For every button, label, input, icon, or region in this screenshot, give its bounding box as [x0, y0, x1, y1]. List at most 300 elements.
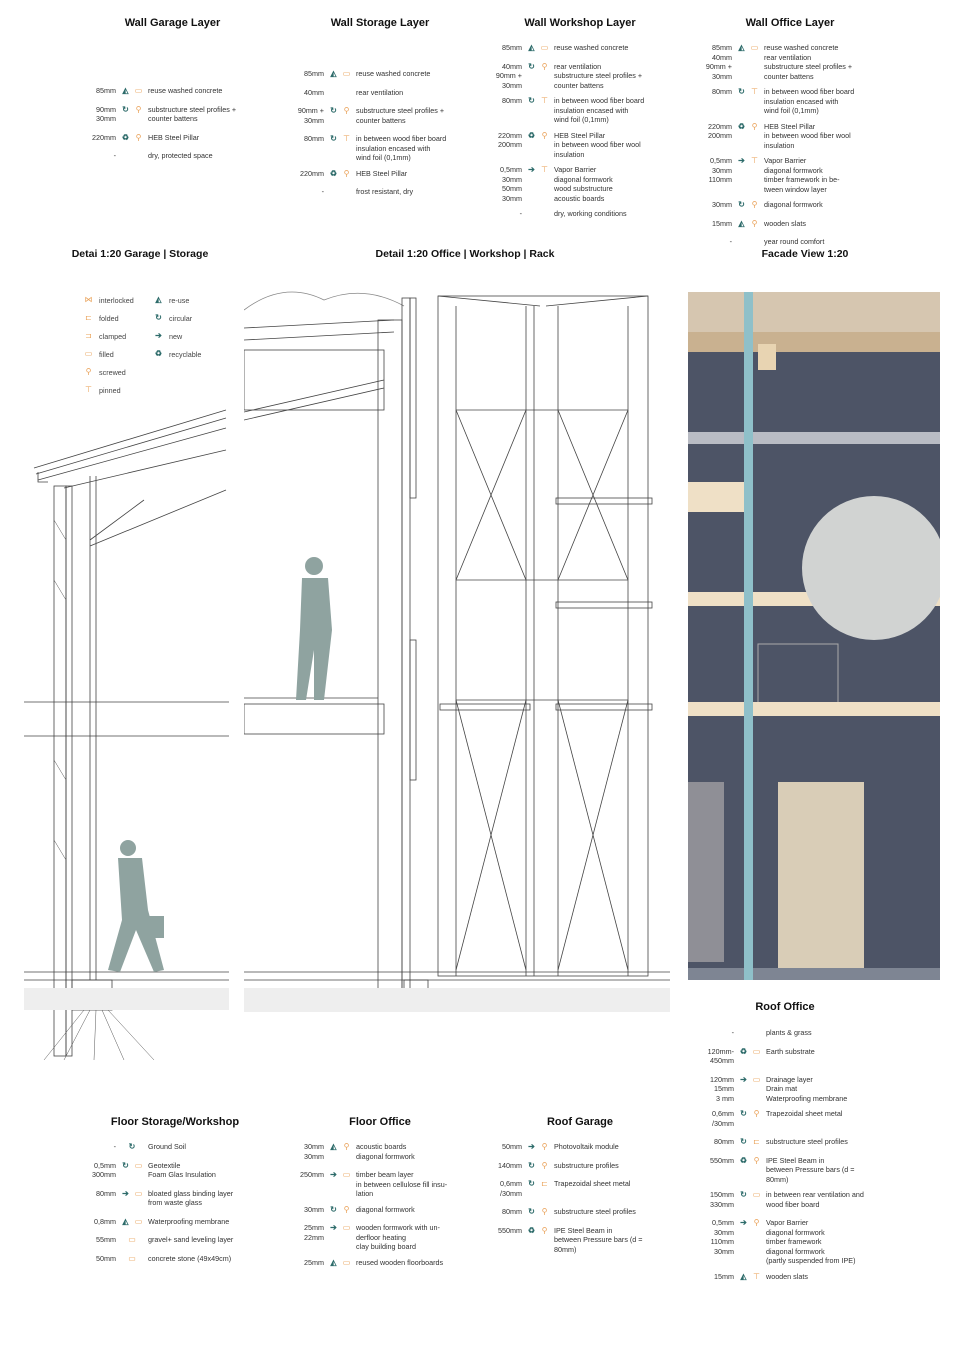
layer-thickness: 0,5mm 30mm 110mm [708, 156, 732, 184]
layer-row [700, 219, 910, 229]
reuse-icon: ◭ [528, 43, 535, 52]
layer-description: Drainage layer Drain mat Waterproofing membrane [766, 1074, 848, 1103]
new-icon: ➔ [740, 1218, 747, 1227]
legend-item: ↻ circular [155, 313, 193, 323]
layer-row [702, 1156, 912, 1185]
layer-thickness: - [519, 209, 522, 218]
layer-thickness: 55mm [96, 1235, 116, 1244]
layer-icons [116, 1161, 148, 1170]
filled-icon: ▭ [750, 43, 759, 52]
detail-office-title: Detail 1:20 Office | Workshop | Rack [375, 248, 555, 260]
facade-title: Facade View 1:20 [761, 248, 849, 260]
layer-row [292, 1170, 492, 1199]
circular-icon: ↻ [738, 200, 745, 209]
reuse-icon: ◭ [330, 1142, 337, 1151]
layer-row [702, 1218, 912, 1266]
layer-description: Earth substrate [766, 1046, 815, 1056]
layer-thickness: 220mm [92, 132, 116, 142]
layer-row [84, 105, 280, 124]
floor-office-title: Floor Office [349, 1116, 411, 1128]
screwed-icon: ⚲ [541, 130, 548, 140]
layer-thickness: 40mm 90mm + 30mm [495, 61, 522, 90]
layer-row [490, 165, 690, 203]
layer-description: diagonal formwork [764, 200, 823, 209]
legend-sustainability [154, 291, 201, 363]
floor-office-table [292, 1142, 492, 1276]
layer-icons [734, 1272, 766, 1281]
folded-icon: ⊏ [753, 1137, 760, 1146]
layer-icons [522, 1179, 554, 1188]
layer-thickness: 220mm [300, 168, 324, 178]
legend-item: ◭ re-use [155, 295, 190, 305]
layer-description: reuse washed concrete [554, 43, 629, 52]
layer-row [490, 1179, 690, 1198]
layer-description: wooden formwork with un- derfloor heating clay building board [356, 1223, 440, 1251]
layer-thickness: 550mm [498, 1225, 522, 1235]
wall-garage-title: Wall Garage Layer [124, 17, 221, 29]
new-icon: ➔ [738, 156, 745, 165]
wall-garage-table [84, 86, 280, 170]
layer-icons [732, 122, 764, 131]
reuse-icon: ◭ [330, 69, 337, 78]
layer-description: rear ventilation substructure steel profiles + counter battens [554, 61, 643, 90]
layer-row [490, 43, 690, 53]
layer-icons [522, 131, 554, 140]
layer-description: in between wood fiber board insulation encased with wind foil (0,1mm) [554, 96, 645, 124]
layer-row [84, 1254, 284, 1264]
layer-icons [116, 86, 148, 95]
filled-icon: ▭ [342, 1257, 351, 1267]
layer-description: Vapor Barrier diagonal formwork wood substructure acoustic boards [554, 165, 613, 203]
layer-thickness: 80mm [502, 96, 522, 105]
layer-icons [324, 88, 356, 89]
screwed-icon: ⚲ [541, 61, 548, 71]
layer-icons [734, 1190, 766, 1199]
layer-thickness: 30mm 30mm [304, 1142, 324, 1161]
recyclable-icon: ♻ [121, 132, 130, 142]
filled-icon: ▭ [342, 69, 351, 78]
layer-description: gravel+ sand leveling layer [148, 1235, 234, 1244]
layer-description: reuse washed concrete [356, 69, 431, 78]
screwed-icon: ⚲ [753, 1155, 760, 1165]
legend-item: ♻ recyclable [154, 349, 202, 359]
layer-thickness: - [731, 1028, 734, 1037]
pinned-icon: ⊤ [751, 87, 758, 96]
layer-row [700, 87, 910, 116]
circular-icon: ↻ [330, 134, 337, 143]
layer-description: in between wood fiber board insulation encased with wind foil (0,1mm) [764, 87, 855, 115]
screwed-icon: ⚲ [541, 1142, 548, 1151]
layer-row [700, 200, 910, 210]
layer-description: reused wooden floorboards [356, 1257, 444, 1267]
layer-thickness: - [113, 151, 116, 160]
wall-office-title: Wall Office Layer [745, 17, 835, 29]
layer-row [700, 122, 910, 151]
wall-office-table [700, 43, 910, 256]
layer-thickness: 220mm 200mm [708, 121, 732, 140]
pinned-icon: ⊤ [753, 1271, 760, 1281]
layer-thickness: 0,6mm /30mm [712, 1109, 734, 1128]
clamped-icon: ⊐ [85, 331, 92, 340]
layer-icons [734, 1047, 766, 1056]
layer-description: Geotextile Foam Glas Insulation [148, 1160, 216, 1179]
layer-thickness: - [729, 237, 732, 246]
legend-item: ⊤ pinned [85, 385, 121, 395]
layer-icons [732, 156, 764, 165]
circular-icon: ↻ [330, 106, 337, 115]
layer-row [292, 1142, 492, 1161]
circular-icon: ↻ [738, 87, 745, 96]
layer-thickness: 30mm [712, 200, 732, 209]
detail-garage-drawing [24, 400, 229, 1060]
wall-workshop-title: Wall Workshop Layer [524, 17, 636, 29]
layer-row [490, 62, 690, 91]
layer-row [490, 1226, 690, 1255]
layer-icons [116, 1254, 148, 1263]
layer-thickness: 25mm [304, 1257, 324, 1267]
layer-thickness: 80mm [714, 1137, 734, 1146]
layer-row [702, 1047, 912, 1066]
recyclable-icon: ♻ [154, 349, 163, 358]
layer-row [84, 1217, 284, 1227]
layer-icons [324, 1223, 356, 1232]
circular-icon: ↻ [122, 1160, 129, 1170]
new-icon: ➔ [122, 1188, 129, 1198]
layer-thickness: 90mm 30mm [96, 104, 116, 123]
legend-item: ⋈ interlocked [84, 295, 134, 305]
layer-thickness: 85mm [304, 69, 324, 78]
layer-description: substructure profiles [554, 1160, 619, 1170]
layer-description: plants & grass [766, 1028, 812, 1037]
layer-row [292, 187, 490, 197]
recyclable-icon: ♻ [527, 1225, 536, 1235]
layer-thickness: 25mm 22mm [304, 1223, 324, 1242]
layer-icons [732, 237, 764, 238]
layer-row [84, 151, 280, 161]
layer-icons [734, 1218, 766, 1227]
legend-item: ▭ filled [84, 349, 114, 359]
pinned-icon: ⊤ [751, 156, 758, 165]
layer-icons [734, 1075, 766, 1084]
layer-description: HEB Steel Pillar [148, 132, 200, 142]
detail-garage-title: Detai 1:20 Garage | Storage [71, 248, 209, 260]
layer-row [84, 1189, 284, 1208]
layer-icons [324, 134, 356, 143]
pinned-icon: ⊤ [343, 134, 350, 143]
recyclable-icon: ♻ [739, 1046, 748, 1056]
layer-icons [522, 43, 554, 52]
layer-icons [522, 209, 554, 210]
filled-icon: ▭ [134, 86, 143, 95]
reuse-icon: ◭ [155, 295, 162, 304]
filled-icon: ▭ [128, 1253, 136, 1263]
circular-icon: ↻ [528, 1179, 535, 1188]
layer-thickness: 550mm [710, 1155, 734, 1165]
layer-row [84, 86, 280, 96]
layer-icons [732, 87, 764, 96]
layer-description: Waterproofing membrane [148, 1216, 230, 1226]
layer-row [490, 96, 690, 125]
layer-row [702, 1109, 912, 1128]
filled-icon: ▭ [134, 1188, 143, 1198]
layer-description: Vapor Barrier diagonal formwork timber framework in be- tween window layer [764, 156, 840, 194]
wall-storage-table [292, 69, 490, 206]
floor-storage-table [84, 1142, 284, 1272]
reuse-icon: ◭ [122, 1216, 129, 1226]
reuse-icon: ◭ [122, 86, 129, 95]
layer-thickness: 85mm [502, 43, 522, 52]
pinned-icon: ⊤ [85, 385, 92, 394]
layer-icons [324, 1205, 356, 1214]
filled-icon: ▭ [342, 1170, 351, 1179]
layer-description: Vapor Barrier diagonal formwork timber framework diagonal formwork (partly suspended from IPE) [766, 1218, 856, 1265]
new-icon: ➔ [528, 165, 535, 174]
screwed-icon: ⚲ [541, 1207, 548, 1216]
filled-icon: ▭ [752, 1190, 761, 1199]
filled-icon: ▭ [752, 1074, 761, 1084]
filled-icon: ▭ [540, 43, 549, 52]
layer-row [490, 209, 690, 219]
layer-description: HEB Steel Pillar [356, 168, 408, 178]
layer-row [490, 1142, 690, 1152]
layer-description: IPE Steel Beam in between Pressure bars (d = 80mm) [766, 1155, 855, 1184]
layer-thickness: 15mm [714, 1271, 734, 1281]
legend-item: ⊐ clamped [85, 331, 127, 341]
screwed-icon: ⚲ [135, 104, 142, 114]
screwed-icon: ⚲ [751, 121, 758, 131]
layer-thickness: 0,5mm 300mm [92, 1160, 116, 1179]
layer-icons [324, 1170, 356, 1179]
layer-icons [324, 169, 356, 178]
layer-thickness: 80mm [304, 134, 324, 143]
layer-icons [116, 105, 148, 114]
layer-description: IPE Steel Beam in between Pressure bars (d = 80mm) [554, 1225, 643, 1254]
layer-thickness: 50mm [502, 1142, 522, 1151]
layer-thickness: 90mm + 30mm [297, 106, 324, 125]
layer-description: in between rear ventilation and wood fiber board [766, 1190, 864, 1209]
screwed-icon: ⚲ [343, 1204, 350, 1214]
layer-row [700, 156, 910, 194]
recyclable-icon: ♻ [739, 1155, 748, 1165]
recyclable-icon: ♻ [737, 121, 746, 131]
layer-row [292, 1223, 492, 1252]
layer-row [292, 88, 490, 98]
layer-thickness: 140mm [498, 1160, 522, 1170]
layer-thickness: 80mm [96, 1188, 116, 1198]
new-icon: ➔ [155, 331, 162, 340]
layer-row [84, 1142, 284, 1152]
layer-thickness: 0,5mm 30mm 110mm 30mm [710, 1218, 734, 1256]
layer-thickness: - [113, 1142, 116, 1151]
circular-icon: ↻ [330, 1204, 337, 1214]
layer-row [702, 1190, 912, 1209]
reuse-icon: ◭ [330, 1257, 337, 1267]
filled-icon: ▭ [342, 1223, 351, 1232]
filled-icon: ▭ [128, 1235, 136, 1244]
layer-icons [116, 1189, 148, 1198]
layer-row [292, 1205, 492, 1215]
layer-description: concrete stone (49x49cm) [148, 1253, 232, 1263]
folded-icon: ⊏ [85, 313, 92, 322]
legend-item: ⊏ folded [85, 313, 119, 323]
new-icon: ➔ [528, 1142, 535, 1151]
roof-office-table [702, 1028, 912, 1290]
layer-icons [116, 133, 148, 142]
layer-description: diagonal formwork [356, 1204, 415, 1214]
layer-row [292, 134, 490, 163]
layer-thickness: 0,5mm 30mm 50mm 30mm [500, 165, 522, 203]
layer-description: frost resistant, dry [356, 187, 414, 196]
circular-icon: ↻ [528, 61, 535, 71]
wall-workshop-table [490, 43, 690, 228]
layer-icons [522, 96, 554, 105]
layer-icons [734, 1137, 766, 1146]
circular-icon: ↻ [528, 1207, 535, 1216]
layer-description: acoustic boards diagonal formwork [356, 1142, 415, 1161]
layer-icons [734, 1156, 766, 1165]
recyclable-icon: ♻ [329, 168, 338, 178]
recyclable-icon: ♻ [527, 130, 536, 140]
layer-description: Trapezoidal sheet metal [554, 1179, 631, 1188]
detail-office-drawing [244, 280, 670, 1060]
layer-icons [522, 62, 554, 71]
layer-icons [116, 1235, 148, 1244]
layer-icons [734, 1028, 766, 1029]
layer-icons [732, 200, 764, 209]
layer-row [702, 1028, 912, 1038]
screwed-icon: ⚲ [541, 1225, 548, 1235]
screwed-icon: ⚲ [343, 168, 350, 178]
layer-icons [324, 69, 356, 78]
layer-thickness: 120mm- 450mm [707, 1046, 734, 1065]
layer-icons [522, 1161, 554, 1170]
layer-row [84, 1161, 284, 1180]
screwed-icon: ⚲ [753, 1218, 760, 1227]
layer-icons [116, 151, 148, 152]
layer-icons [116, 1217, 148, 1226]
layer-icons [734, 1109, 766, 1118]
filled-icon: ▭ [134, 1160, 143, 1170]
layer-icons [522, 1142, 554, 1151]
screwed-icon: ⚲ [541, 1160, 548, 1170]
layer-thickness: 30mm [304, 1204, 324, 1214]
layer-description: reuse washed concrete rear ventilation substructure steel profiles + counter battens [764, 43, 853, 81]
circular-icon: ↻ [155, 313, 162, 322]
layer-thickness: 250mm [300, 1170, 324, 1179]
filled-icon: ▭ [84, 349, 93, 358]
layer-description: dry, working conditions [554, 209, 627, 218]
layer-icons [522, 1207, 554, 1216]
layer-thickness: 85mm 40mm 90mm + 30mm [705, 43, 732, 81]
roof-garage-title: Roof Garage [546, 1116, 613, 1128]
layer-description: Photovoltaik module [554, 1142, 619, 1151]
layer-thickness: 220mm 200mm [498, 130, 522, 149]
layer-icons [522, 1226, 554, 1235]
legend-item: ⚲ screwed [85, 367, 126, 377]
layer-description: HEB Steel Pillar in between wood fiber wool insulation [764, 121, 851, 150]
layer-icons [324, 1258, 356, 1267]
floor-storage-title: Floor Storage/Workshop [110, 1116, 240, 1128]
screwed-icon: ⚲ [343, 106, 350, 115]
legend-material [84, 291, 134, 399]
circular-icon: ↻ [122, 104, 129, 114]
layer-row [490, 131, 690, 160]
layer-icons [116, 1142, 148, 1151]
layer-icons [732, 219, 764, 228]
layer-description: wooden slats [764, 218, 806, 228]
screwed-icon: ⚲ [135, 132, 142, 142]
layer-thickness: 0,6mm /30mm [500, 1179, 522, 1198]
screwed-icon: ⚲ [753, 1109, 760, 1118]
layer-thickness: - [321, 187, 324, 196]
layer-description: substructure steel profiles + counter battens [356, 106, 445, 125]
layer-thickness: 40mm [304, 87, 324, 97]
layer-icons [732, 43, 764, 52]
circular-icon: ↻ [740, 1137, 747, 1146]
layer-row [84, 1235, 284, 1245]
layer-row [700, 237, 910, 247]
new-icon: ➔ [330, 1223, 337, 1232]
reuse-icon: ◭ [738, 43, 745, 52]
interlocked-icon: ⋈ [84, 295, 93, 304]
roof-garage-table [490, 1142, 690, 1260]
layer-row [292, 106, 490, 125]
new-icon: ➔ [330, 1170, 337, 1179]
reuse-icon: ◭ [738, 218, 745, 228]
layer-description: substructure steel profiles [554, 1207, 636, 1216]
layer-row [490, 1161, 690, 1171]
layer-description: substructure steel profiles [766, 1137, 848, 1146]
layer-thickness: 0,8mm [94, 1216, 116, 1226]
layer-thickness: 85mm [96, 86, 116, 95]
layer-row [490, 1207, 690, 1217]
reuse-icon: ◭ [740, 1271, 747, 1281]
layer-row [84, 133, 280, 143]
layer-description: Ground Soil [148, 1142, 186, 1151]
circular-icon: ↻ [740, 1109, 747, 1118]
layer-description: HEB Steel Pillar in between wood fiber wool insulation [554, 130, 641, 159]
wall-storage-title: Wall Storage Layer [330, 17, 430, 29]
layer-description: reuse washed concrete [148, 86, 223, 95]
facade-drawing [688, 292, 940, 980]
layer-description: rear ventilation [356, 87, 404, 97]
layer-row [292, 69, 490, 79]
layer-row [700, 43, 910, 81]
layer-row [292, 1258, 492, 1268]
new-icon: ➔ [740, 1074, 747, 1084]
layer-description: year round comfort [764, 237, 825, 246]
circular-icon: ↻ [128, 1142, 136, 1151]
layer-icons [324, 1142, 356, 1151]
layer-icons [324, 106, 356, 115]
layer-row [702, 1137, 912, 1147]
layer-row [292, 169, 490, 179]
pinned-icon: ⊤ [541, 165, 548, 174]
layer-description: dry, protected space [148, 151, 213, 160]
layer-icons [522, 165, 554, 174]
layer-description: Trapezoidal sheet metal [766, 1109, 843, 1118]
layer-row [702, 1272, 912, 1282]
layer-thickness: 80mm [502, 1207, 522, 1216]
circular-icon: ↻ [528, 96, 535, 105]
layer-thickness: 50mm [96, 1253, 116, 1263]
filled-icon: ▭ [752, 1046, 761, 1056]
pinned-icon: ⊤ [541, 96, 548, 105]
layer-row [702, 1075, 912, 1104]
layer-description: timber beam layer in between cellulose fill insu- lation [356, 1170, 448, 1198]
layer-thickness: 15mm [712, 218, 732, 228]
layer-thickness: 80mm [712, 87, 732, 96]
